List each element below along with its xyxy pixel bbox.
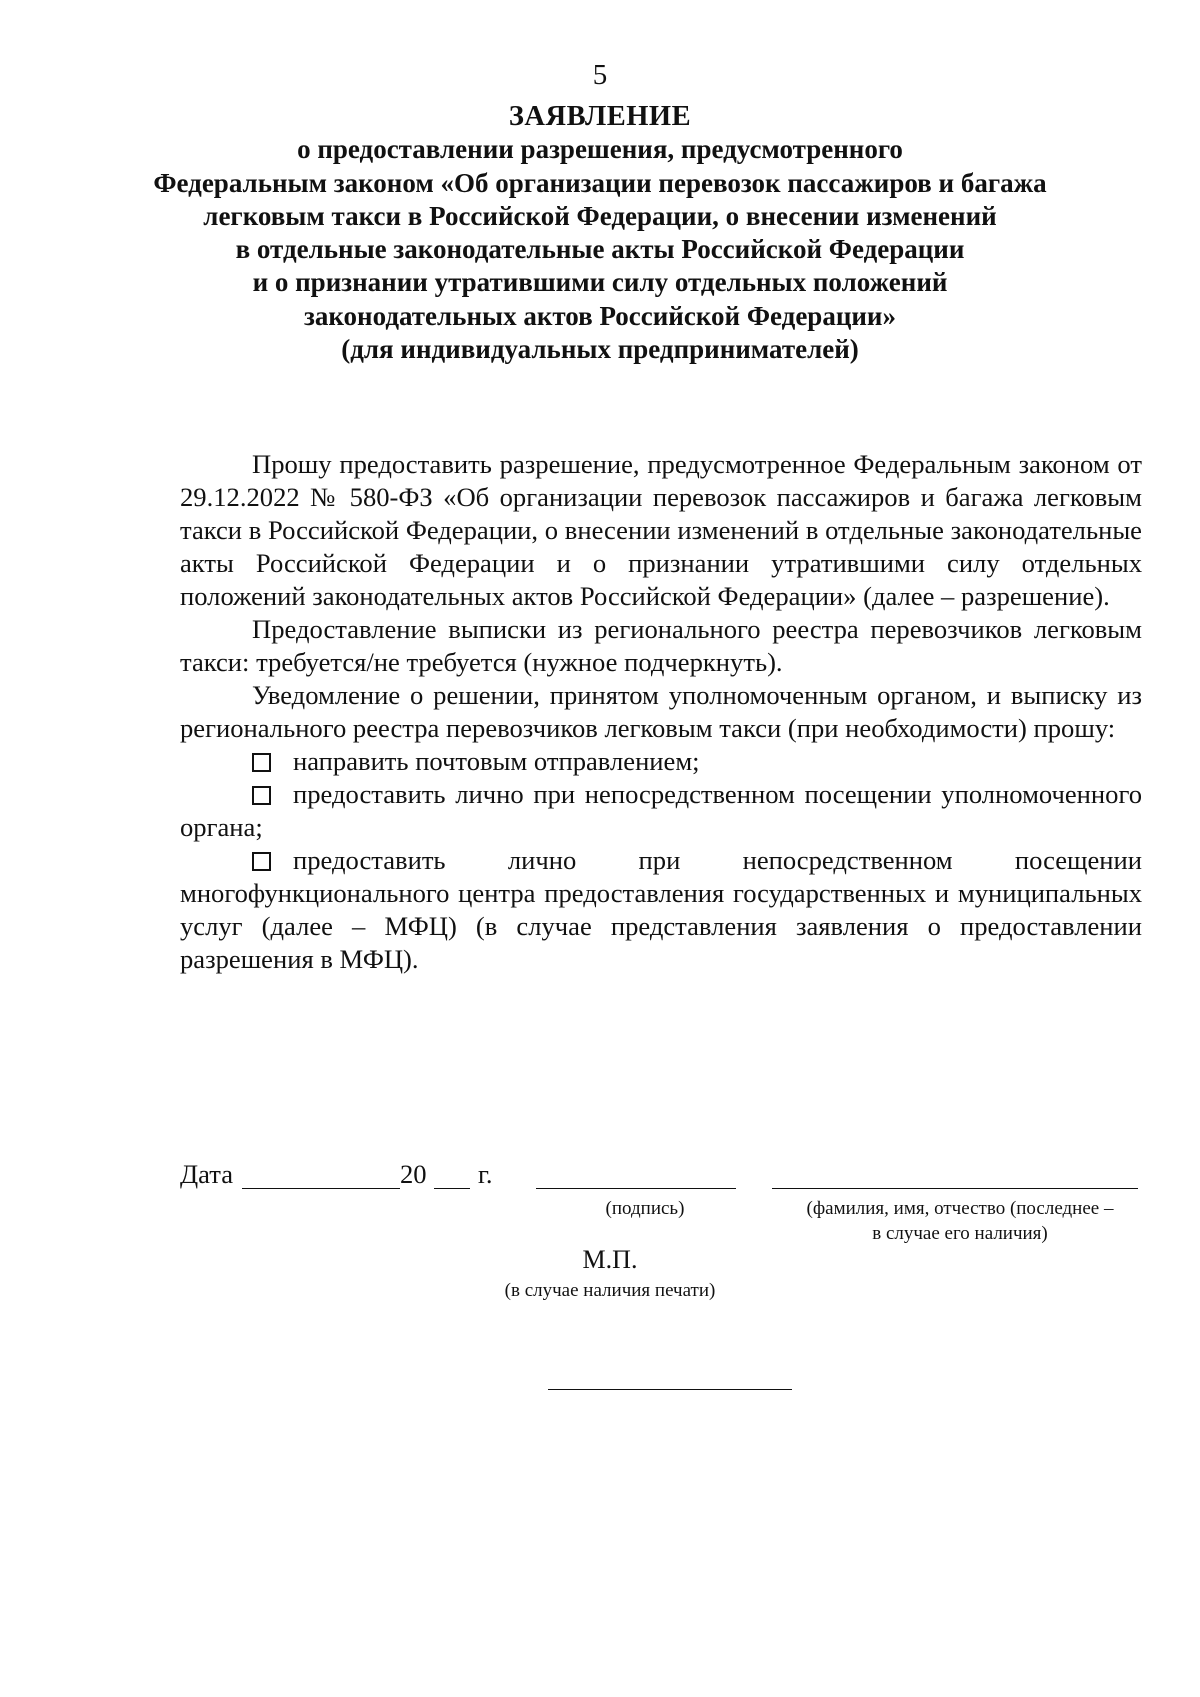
fio-field[interactable] — [772, 1188, 1138, 1189]
year-field[interactable] — [434, 1188, 470, 1189]
option-mfc — [180, 844, 1142, 976]
title-line: в отдельные законодательные акты Российской Федерации — [235, 234, 965, 265]
document-title — [100, 100, 1100, 366]
option-mail-label: направить почтовым отправлением; — [293, 746, 700, 776]
checkbox-mfc[interactable] — [252, 852, 271, 871]
checkbox-authority[interactable] — [252, 786, 271, 805]
checkbox-mail[interactable] — [252, 753, 271, 772]
title-line: легковым такси в Российской Федерации, о внесении изменений — [203, 200, 997, 231]
option-mfc-label: предоставить лично при непосредственном посещении многофункционального центра предоставления государственных и муниципальных услуг (далее – МФЦ) (в случае представления заявления о предоставлении разрешения в МФЦ). — [180, 845, 1142, 974]
signature-row — [180, 1158, 1140, 1198]
date-label: Дата — [180, 1159, 234, 1189]
title-line: законодательных актов Российской Федерации» — [303, 300, 896, 331]
notification-paragraph: Уведомление о решении, принятом уполномоченным органом, и выписку из регионального реестра перевозчиков легковым такси (при необходимости) прошу: — [180, 680, 1142, 743]
option-mail — [180, 745, 1142, 778]
title-line: Федеральным законом «Об организации перевозок пассажиров и багажа — [153, 167, 1047, 198]
document-body — [180, 448, 1142, 976]
stamp-label: М.П. — [582, 1245, 638, 1274]
year-prefix: 20 — [400, 1159, 427, 1189]
stamp-caption: (в случае наличия печати) — [504, 1280, 716, 1301]
title-heading: ЗАЯВЛЕНИЕ — [508, 101, 692, 132]
closing-divider — [548, 1389, 792, 1390]
title-line: о предоставлении разрешения, предусмотренного — [297, 134, 903, 165]
fio-caption-line1: (фамилия, имя, отчество (последнее – — [806, 1198, 1114, 1219]
title-line: (для индивидуальных предпринимателей) — [341, 334, 859, 365]
signature-field[interactable] — [536, 1188, 736, 1189]
signature-caption: (подпись) — [605, 1198, 685, 1219]
page-number: 5 — [592, 59, 608, 91]
title-line: и о признании утратившими силу отдельных положений — [252, 267, 948, 298]
request-paragraph: Прошу предоставить разрешение, предусмотренное Федеральным законом от 29.12.2022 № 580-ФЗ «Об организации перевозок пассажиров и багажа легковым такси в Российской Федерации, о внесении изменений в отдельные законодательные акты Российской Федерации и о признании утратившими силу отдельных положений законодательных актов Российской Федерации» (далее – разрешение). — [180, 449, 1142, 611]
option-authority — [180, 778, 1142, 844]
date-field[interactable] — [242, 1188, 400, 1189]
year-suffix: г. — [478, 1159, 493, 1189]
option-authority-label: предоставить лично при непосредственном посещении уполномоченного органа; — [180, 779, 1142, 842]
extract-paragraph: Предоставление выписки из регионального реестра перевозчиков легковым такси: требуется/не требуется (нужное подчеркнуть). — [180, 614, 1142, 677]
fio-caption-line2: в случае его наличия) — [872, 1223, 1048, 1244]
